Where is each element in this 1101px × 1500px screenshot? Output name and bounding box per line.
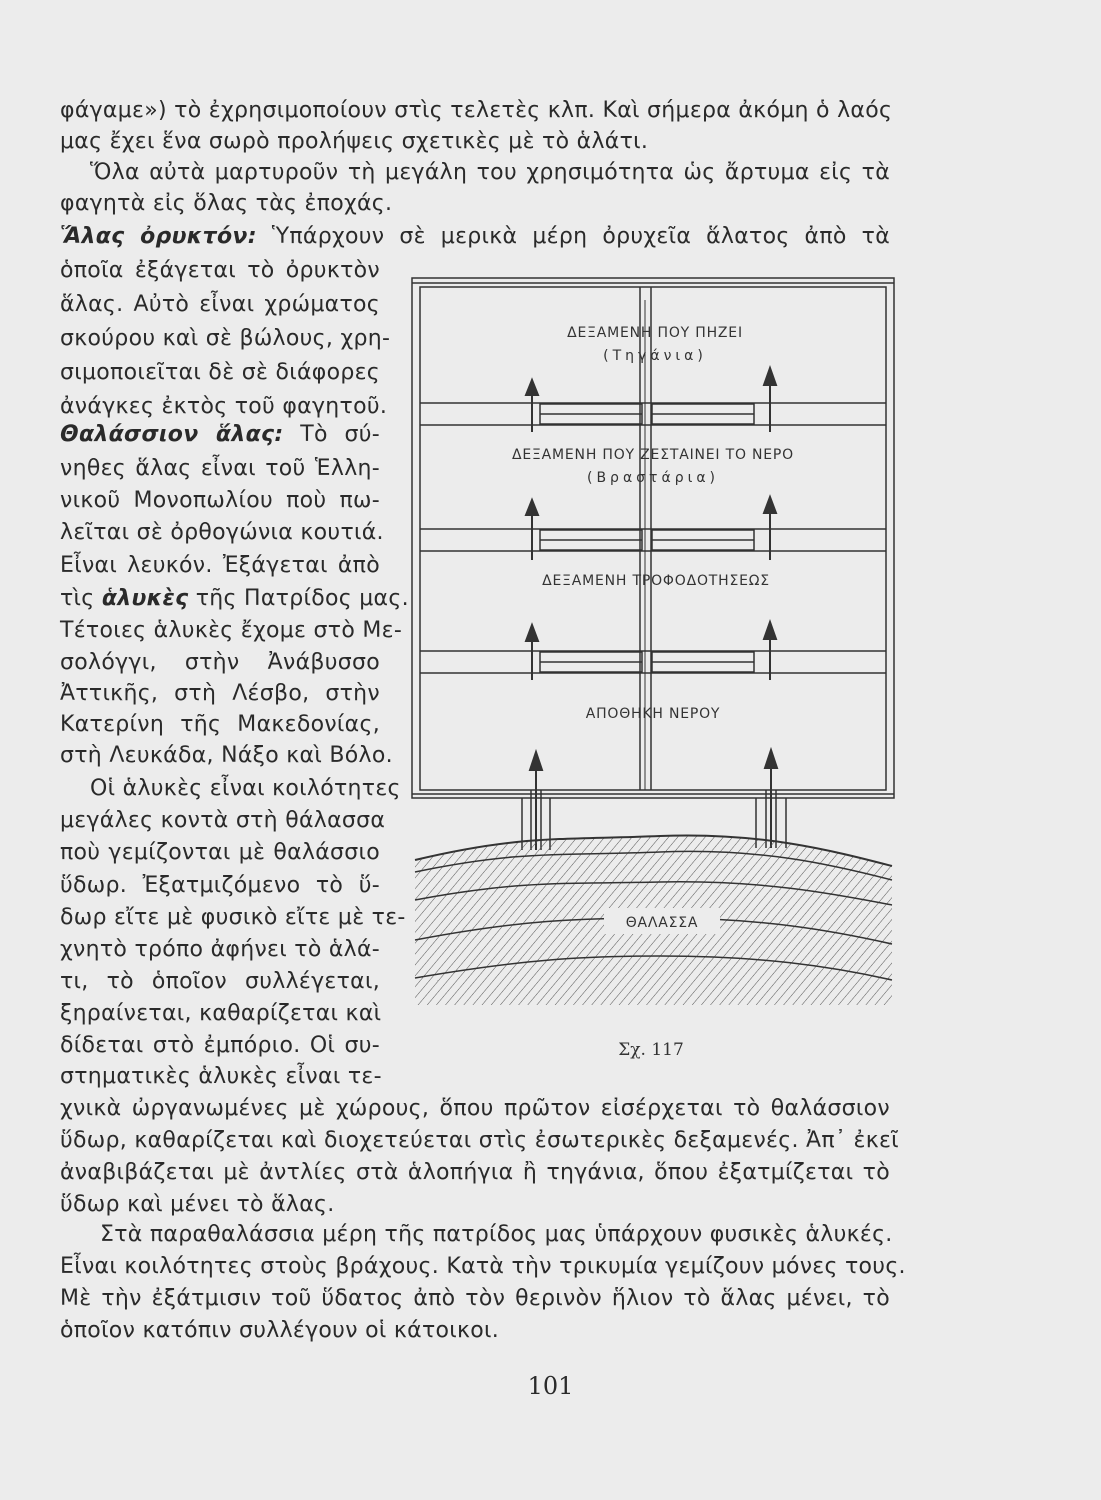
paragraph-line: Εἶναι κοιλότητες στοὺς βράχους. Κατὰ τὴν τρικυμία γεμίζουν μόνες τους. [60,1254,906,1279]
paragraph-line: μας ἔχει ἕνα σωρὸ προλήψεις σχετικὲς μὲ τὸ ἁλάτι. [60,129,649,154]
paragraph-line: σολόγγι, στὴν Ἀνάβυσσο [60,650,380,675]
paragraph-line: σκούρου καὶ σὲ βώλους, χρη- [60,326,391,351]
figure-caption: Σχ. 117 [618,1040,684,1060]
arrow-up-icon [764,497,776,513]
arrow-up-icon [764,622,776,639]
paragraph-line: νικοῦ Μονοπωλίου ποὺ πω- [60,488,380,513]
arrow-up-icon [526,625,538,641]
paragraph-line: φάγαμε») τὸ ἐχρησιμοποίουν στὶς τελετὲς κλπ. Καὶ σήμερα ἀκόμη ὁ λαός [60,98,893,123]
tank-label: ΔΕΞΑΜΕΝΗ ΤΡΟΦΟΔΟΤΗΣΕΩΣ [542,573,770,589]
paragraph-line: Μὲ τὴν ἐξάτμισιν τοῦ ὕδατος ἀπὸ τὸν θερινὸν ἥλιον τὸ ἅλας μένει, τὸ [60,1286,890,1311]
paragraph-line: ὁποῖον κατόπιν συλλέγουν οἱ κάτοικοι. [60,1318,500,1343]
arrow-up-icon [526,500,538,515]
paragraph-line: σιμοποιεῖται δὲ σὲ διάφορες [60,360,380,385]
tank-label: ΑΠΟΘΗΚΗ ΝΕΡΟΥ [585,706,721,722]
paragraph-line: Ἀττικῆς, στὴ Λέσβο, στὴν [60,681,380,706]
paragraph-line: ὕδωρ καὶ μένει τὸ ἅλας. [60,1192,335,1217]
section-heading: Θαλάσσιον ἅλας: [60,422,284,447]
paragraph-line: ἀναβιβάζεται μὲ ἀντλίες στὰ ἁλοπήγια ἢ τηγάνια, ὅπου ἐξατμίζεται τὸ [60,1160,890,1185]
paragraph-line: Κατερίνη τῆς Μακεδονίας, [60,712,380,737]
paragraph-line: ἀνάγκες ἐκτὸς τοῦ φαγητοῦ. [60,394,388,419]
paragraph-line: φαγητὰ εἰς ὅλας τὰς ἐποχάς. [60,191,393,216]
paragraph-line: δωρ εἴτε μὲ φυσικὸ εἴτε μὲ τε- [60,905,406,930]
paragraph-line: ὕδωρ. Ἐξατμιζόμενο τὸ ὕ- [60,873,380,898]
paragraph-line: ἅλας. Αὐτὸ εἶναι χρώματος [60,292,380,317]
paragraph-line: Ὅλα αὐτὰ μαρτυροῦν τὴ μεγάλη του χρησιμότητα ὡς ἄρτυμα εἰς τὰ [90,160,890,185]
page-number: 101 [527,1372,574,1400]
tank-sublabel: (Τηγάνια) [603,348,707,364]
paragraph-line: Τέτοιες ἁλυκὲς ἔχομε στὸ Με- [60,618,403,643]
paragraph-line: ὁποῖα ἐξάγεται τὸ ὀρυκτὸν [60,258,380,283]
sea-label: ΘΑΛΑΣΣΑ [625,915,699,931]
paragraph-line: Εἶναι λευκόν. Ἐξάγεται ἀπὸ [60,553,380,578]
arrow-up-icon [764,368,776,385]
paragraph-line: μεγάλες κοντὰ στὴ θάλασσα [60,808,386,833]
paragraph-line: Στὰ παραθαλάσσια μέρη τῆς πατρίδος μας ὑπάρχουν φυσικὲς ἁλυκές. [100,1222,893,1247]
arrow-up-icon [526,380,538,395]
section-heading: Ἅλας ὀρυκτόν: [60,224,257,249]
arrow-up-icon [530,752,542,770]
paragraph-line: ὕδωρ, καθαρίζεται καὶ διοχετεύεται στὶς ἐσωτερικὲς δεξαμενές. Ἀπ᾽ ἐκεῖ [60,1128,899,1153]
paragraph-text: τὶς [60,586,95,611]
paragraph-line: δίδεται στὸ ἐμπόριο. Οἱ συ- [60,1033,380,1058]
paragraph-line: χνητὸ τρόπο ἀφήνει τὸ ἁλά- [60,937,381,962]
paragraph-text: Τὸ σύ- [300,422,380,447]
paragraph-line: ποὺ γεμίζονται μὲ θαλάσσιο [60,840,380,865]
paragraph-line: ξηραίνεται, καθαρίζεται καὶ [60,1001,382,1026]
paragraph-line: Οἱ ἁλυκὲς εἶναι κοιλότητες [90,776,401,801]
paragraph-line: νηθες ἅλας εἶναι τοῦ Ἑλλη- [60,456,380,481]
paragraph-line: λεῖται σὲ ὀρθογώνια κουτιά. [60,520,384,545]
paragraph-text: Ὑπάρχουν σὲ μερικὰ μέρη ὀρυχεῖα ἅλατος ἀπὸ τὰ [271,224,890,249]
paragraph-line: τι, τὸ ὁποῖον συλλέγεται, [60,969,380,994]
tank-label: ΔΕΞΑΜΕΝΗ ΠΟΥ ΠΗΖΕΙ [567,325,743,341]
arrow-up-icon [765,750,777,768]
paragraph-line: στηματικὲς ἁλυκὲς εἶναι τε- [60,1064,382,1089]
paragraph-line: στὴ Λευκάδα, Νάξο καὶ Βόλο. [60,743,393,768]
emphasis-term: ἁλυκὲς [101,586,189,611]
paragraph-line: χνικὰ ὠργανωμένες μὲ χώρους, ὅπου πρῶτον εἰσέρχεται τὸ θαλάσσιον [60,1096,890,1121]
paragraph-text: τῆς Πατρίδος μας. [195,586,409,611]
tank-sublabel: (Βραστάρια) [586,470,720,486]
tank-label: ΔΕΞΑΜΕΝΗ ΠΟΥ ΖΕΣΤΑΙΝΕΙ ΤΟ ΝΕΡΟ [511,447,795,463]
